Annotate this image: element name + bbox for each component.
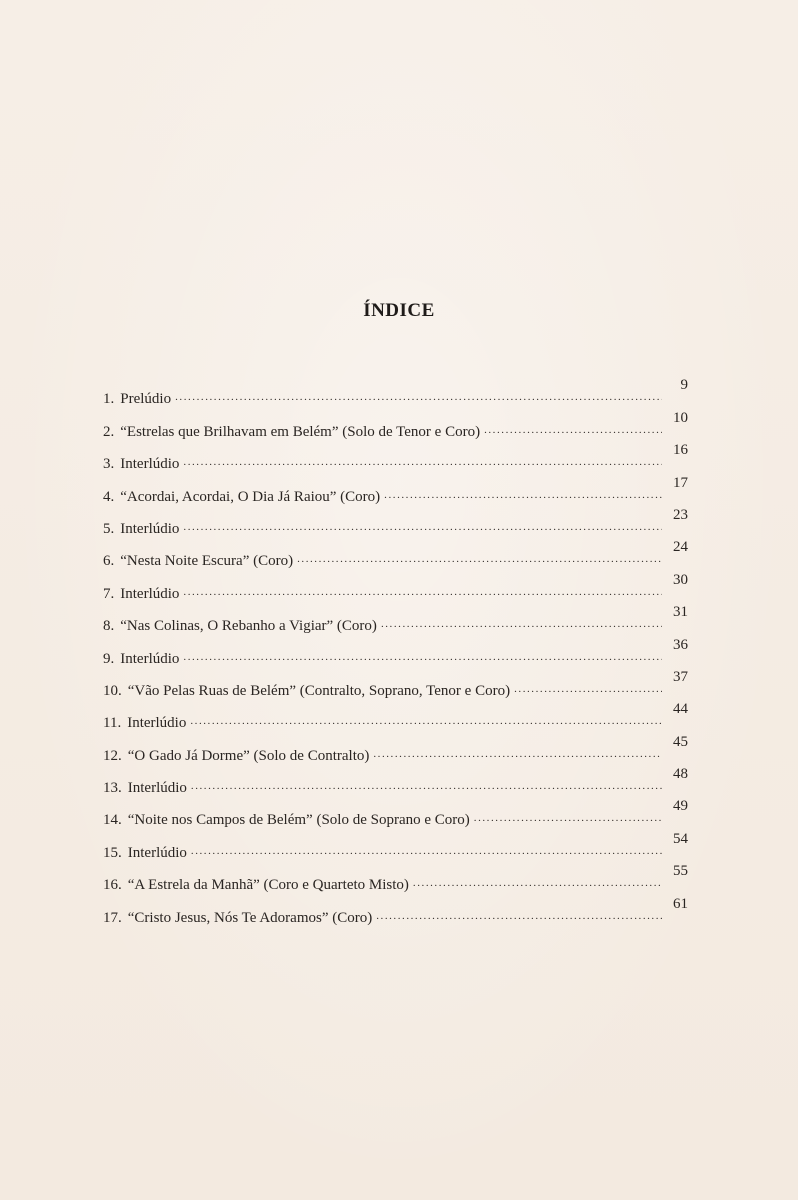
entry-page-number: 36 (673, 636, 688, 653)
dot-leader (376, 907, 662, 924)
page-title: ÍNDICE (363, 300, 435, 321)
entry-number: 3. (103, 456, 115, 473)
entry-page-number: 49 (673, 798, 688, 815)
entry-number: 4. (103, 488, 115, 505)
entry-title: “Estrelas que Brilhavam em Belém” (Solo de Tenor e Coro) (120, 423, 481, 440)
entry-page-number: 61 (673, 895, 688, 912)
dot-leader (183, 518, 662, 535)
entry-page-number: 37 (673, 668, 688, 685)
entry-number: 14. (103, 812, 122, 829)
dot-leader (514, 680, 662, 697)
dot-leader (297, 550, 662, 567)
dot-leader (183, 453, 662, 470)
entry-page-number: 48 (673, 766, 688, 783)
toc-entry (103, 408, 688, 440)
dot-leader (484, 421, 662, 438)
entry-page-number: 9 (680, 377, 688, 394)
toc-entry (103, 441, 688, 473)
entry-title: “Nas Colinas, O Rebanho a Vigiar” (Coro) (120, 618, 377, 635)
toc-entry (103, 506, 688, 538)
entry-title: “Cristo Jesus, Nós Te Adoramos” (Coro) (127, 909, 373, 926)
dot-leader (381, 615, 662, 632)
toc-entry (103, 538, 688, 570)
table-of-contents (103, 376, 688, 927)
entry-page-number: 16 (673, 442, 688, 459)
toc-entry (103, 570, 688, 602)
entry-title: Interlúdio (127, 715, 187, 732)
entry-page-number: 54 (673, 830, 688, 847)
entry-title: “A Estrela da Manhã” (Coro e Quarteto Misto) (127, 877, 409, 894)
toc-entry (103, 732, 688, 764)
entry-number: 13. (103, 780, 122, 797)
toc-entry (103, 376, 688, 408)
entry-title: Interlúdio (127, 844, 187, 861)
dot-leader (183, 648, 662, 665)
entry-title: “O Gado Já Dorme” (Solo de Contralto) (127, 747, 370, 764)
entry-number: 17. (103, 909, 122, 926)
entry-page-number: 23 (673, 506, 688, 523)
entry-page-number: 10 (673, 409, 688, 426)
toc-entry (103, 668, 688, 700)
entry-number: 7. (103, 585, 115, 602)
entry-number: 15. (103, 844, 122, 861)
entry-title: Interlúdio (120, 520, 180, 537)
entry-page-number: 30 (673, 571, 688, 588)
entry-page-number: 45 (673, 733, 688, 750)
entry-number: 8. (103, 618, 115, 635)
dot-leader (191, 842, 662, 859)
toc-entry (103, 765, 688, 797)
dot-leader (175, 388, 662, 405)
entry-number: 12. (103, 747, 122, 764)
entry-number: 9. (103, 650, 115, 667)
entry-page-number: 44 (673, 701, 688, 718)
dot-leader (183, 583, 662, 600)
entry-page-number: 17 (673, 474, 688, 491)
dot-leader (474, 809, 662, 826)
toc-entry (103, 797, 688, 829)
entry-number: 6. (103, 553, 115, 570)
entry-page-number: 24 (673, 539, 688, 556)
entry-title: “Nesta Noite Escura” (Coro) (120, 553, 294, 570)
dot-leader (413, 874, 662, 891)
toc-entry (103, 894, 688, 926)
entry-title: “Acordai, Acordai, O Dia Já Raiou” (Coro) (120, 488, 381, 505)
toc-entry (103, 862, 688, 894)
dot-leader (191, 777, 662, 794)
toc-entry (103, 635, 688, 667)
entry-page-number: 31 (673, 604, 688, 621)
toc-entry (103, 700, 688, 732)
entry-number: 2. (103, 423, 115, 440)
dot-leader (190, 712, 662, 729)
entry-title: Interlúdio (127, 780, 187, 797)
dot-leader (384, 486, 662, 503)
entry-title: Prelúdio (120, 391, 172, 408)
entry-title: Interlúdio (120, 650, 180, 667)
entry-title: “Vão Pelas Ruas de Belém” (Contralto, Soprano, Tenor e Coro) (127, 682, 511, 699)
entry-title: “Noite nos Campos de Belém” (Solo de Soprano e Coro) (127, 812, 470, 829)
entry-number: 10. (103, 682, 122, 699)
entry-title: Interlúdio (120, 456, 180, 473)
toc-entry (103, 603, 688, 635)
dot-leader (373, 745, 662, 762)
toc-entry (103, 829, 688, 861)
entry-number: 5. (103, 520, 115, 537)
toc-entry (103, 473, 688, 505)
entry-title: Interlúdio (120, 585, 180, 602)
entry-number: 11. (103, 715, 122, 732)
entry-number: 16. (103, 877, 122, 894)
entry-number: 1. (103, 391, 115, 408)
entry-page-number: 55 (673, 863, 688, 880)
